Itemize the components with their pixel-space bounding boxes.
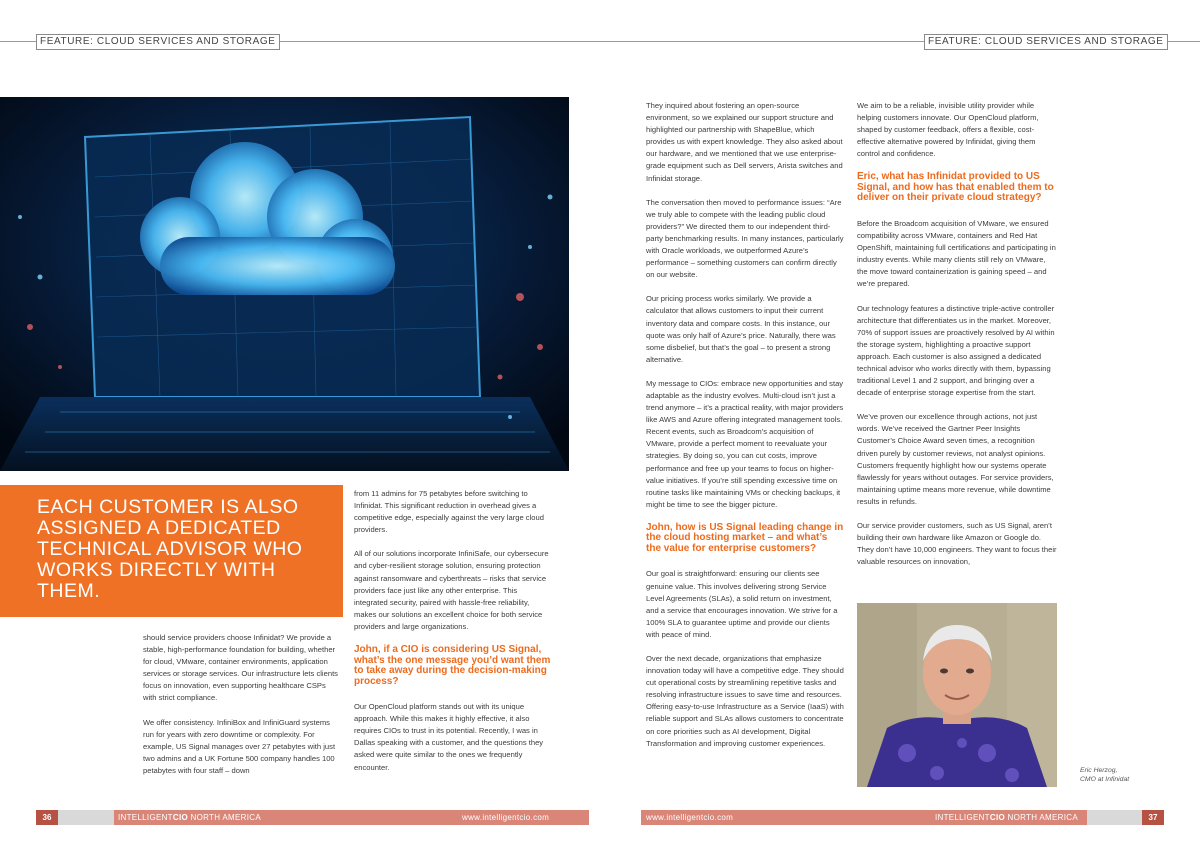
paragraph: They inquired about fostering an open-source environment, so we explained our support structure and highlighted our partnership with ShapeBlue, which provides us with expert knowledge. They also asked about our hardware, and we mentioned that we use enterprise-grade equipment such as Dell servers, Arista switches and Infinidat storage. <box>646 101 843 183</box>
paragraph: Our goal is straightforward: ensuring our clients see genuine value. This involves delivering strong Service Level Agreements (SLAs), a solid return on investment, and a service that encourages innovation. We strive for a 100% SLA to guarantee uptime and provide our clients with peace of mind. <box>646 569 838 639</box>
interview-question: John, if a CIO is considering US Signal, what’s the one message you’d want them to take away during the decision-making process? <box>354 644 551 687</box>
paragraph: All of our solutions incorporate InfiniSafe, our cybersecure and cyber-resilient storage solution, ensuring protection against ransomware and cyberthreats – risks that service providers face just like any other enterprise. This integrated security, paired with hassle-free reliability, makes our solutions an excellent choice for both service providers and large organizations. <box>354 549 549 631</box>
page-number-left: 36 <box>36 810 58 825</box>
paragraph: Before the Broadcom acquisition of VMware, we ensured compatibility across VMware, containers and Red Hat OpenShift, maintaining full certifications and participating in industry events. While many clients still rely on VMware, the move toward containerization is gaining speed – and we’re prepared. <box>857 218 1056 289</box>
header-rule-left <box>0 41 40 42</box>
brand-suffix: NORTH AMERICA <box>1005 813 1078 822</box>
section-tag-right: FEATURE: CLOUD SERVICES AND STORAGE <box>924 34 1168 50</box>
article-column-4 <box>857 100 1057 580</box>
page-number-right: 37 <box>1142 810 1164 825</box>
footer-brand-left <box>118 810 261 825</box>
paragraph: We offer consistency. InfiniBox and InfiniGuard systems run for years with zero downtime or complexity. For example, US Signal manages over 27 petabytes with just two admins and a UK Fortune 500 company handles 100 petabytes with four staff – down <box>143 717 336 775</box>
paragraph: Our service provider customers, such as US Signal, aren’t building their own hardware like Amazon or Google do. They don’t have 10,000 engineers. They want to focus their valuable resources on innovation, <box>857 521 1057 567</box>
paragraph: Our pricing process works similarly. We provide a calculator that allows customers to input their current inventory data and compare costs. In this instance, our quote was only half of Azure’s price. Naturally, there was some disbelief, but that’s the goal – to present a strong alternative. <box>646 294 836 364</box>
footer-bar-left <box>58 810 114 825</box>
paragraph: Over the next decade, organizations that emphasize innovation today will have a competitive edge. They should cut operational costs by streamlining repetitive tasks and resolving infrastructure issues to save time and resources. Offering easy-to-use Infrastructure as a Service (IaaS) with reliable support and SLAs allows customers to concentrate on core priorities such as AI development, Digital Transformation and improving customer experiences. <box>646 653 844 748</box>
caption-role: CMO at Infinidat <box>1080 776 1130 783</box>
paragraph: Our OpenCloud platform stands out with its unique approach. While this makes it highly effective, it also requires CIOs to trust in its potential. Recently, I was in Dallas speaking with a customer, and the questions they asked were quite similar to the ones we frequently encounter. <box>354 702 544 772</box>
photo-caption <box>1080 766 1129 784</box>
footer-bar-right <box>1087 810 1142 825</box>
person-portrait <box>857 603 1057 787</box>
pull-quote: EACH CUSTOMER IS ALSO ASSIGNED A DEDICATED TECHNICAL ADVISOR WHO WORKS DIRECTLY WITH THEM. <box>37 496 303 602</box>
caption-name: Eric Herzog, <box>1080 767 1118 774</box>
footer-url-left[interactable]: www.intelligentcio.com <box>462 813 550 822</box>
paragraph: Our technology features a distinctive triple-active controller architecture that differentiates us in the market. Moreover, 70% of support issues are proactively resolved by AI within the storage system, highlighting a proactive support approach. Each customer is also assigned a dedicated technical advisor who works directly with them, bypassing traditional Level 1 and 2 support, and bringing over a decade of enterprise storage expertise from the start. <box>857 303 1055 398</box>
paragraph: My message to CIOs: embrace new opportunities and stay adaptable as the industry evolves. Multi-cloud isn’t just a trend anymore – it’s a practical reality, with major providers like AWS and Azure offering integrated management tools. Recent events, such as Broadcom’s acquisition of VMware, provide a perfect moment to reevaluate your strategies. By doing so, you can cut costs, improve performance and free up your teams to focus on higher-value initiatives. If you’re still spending excessive time on routine tasks like maintaining VMs or checking backups, it might be time to see the bigger picture. <box>646 378 844 509</box>
footer-url-right[interactable]: www.intelligentcio.com <box>646 813 734 822</box>
footer-brand-right <box>935 810 1078 825</box>
paragraph: We aim to be a reliable, invisible utility provider while helping customers innovate. Our OpenCloud platform, shaped by customer feedback, offers a flexible, cost-effective alternative powered by Infinidat, giving them control and confidence. <box>857 101 1039 159</box>
paragraph: The conversation then moved to performance issues: “Are we truly able to compete with the leading public cloud providers?” We directed them to our independent third-party benchmarking results. In many instances, particularly with Oracle workloads, we outperformed Azure’s performance – something customers can confirm directly on our website. <box>646 197 844 280</box>
header-rule-right <box>1162 41 1200 42</box>
header-rule-left-2 <box>274 41 924 42</box>
brand-bold: CIO <box>989 813 1005 822</box>
brand-suffix: NORTH AMERICA <box>188 813 261 822</box>
article-column-3 <box>646 100 844 762</box>
section-tag-left: FEATURE: CLOUD SERVICES AND STORAGE <box>36 34 280 50</box>
cloud-illustration <box>0 97 569 471</box>
brand-prefix: INTELLIGENT <box>935 813 990 822</box>
interview-question: Eric, what has Infinidat provided to US Signal, and how has that enabled them to deliver on their private cloud strategy? <box>857 171 1054 204</box>
interview-question: John, how is US Signal leading change in the cloud hosting market – and what’s the value for enterprise customers? <box>646 521 844 554</box>
article-column-1 <box>143 632 340 789</box>
brand-prefix: INTELLIGENT <box>118 813 173 822</box>
paragraph: We’ve proven our excellence through actions, not just words. We’ve received the Gartner Peer Insights Customer’s Choice Award seven times, a recognition driven purely by customer reviews, not analyst opinions. Customers frequently highlight how our systems operate flawlessly for years without outages. For service providers, maintaining uptime means more revenue, while downtime results in refunds. <box>857 412 1054 506</box>
hero-cloud-laptop-image <box>0 97 569 471</box>
article-column-2 <box>354 488 552 786</box>
paragraph: should service providers choose Infinidat? We provide a stable, high-performance foundation for building, whether for cloud, VMware, container environments, application services or storage services. Our infrastructure lets clients focus on innovation, even supporting healthcare CSPs with strict compliance. <box>143 633 338 703</box>
paragraph: from 11 admins for 75 petabytes before switching to Infinidat. This significant reduction in overhead gives a competitive edge, especially against the very large cloud providers. <box>354 489 544 535</box>
brand-bold: CIO <box>172 813 188 822</box>
portrait-photo <box>857 603 1057 787</box>
